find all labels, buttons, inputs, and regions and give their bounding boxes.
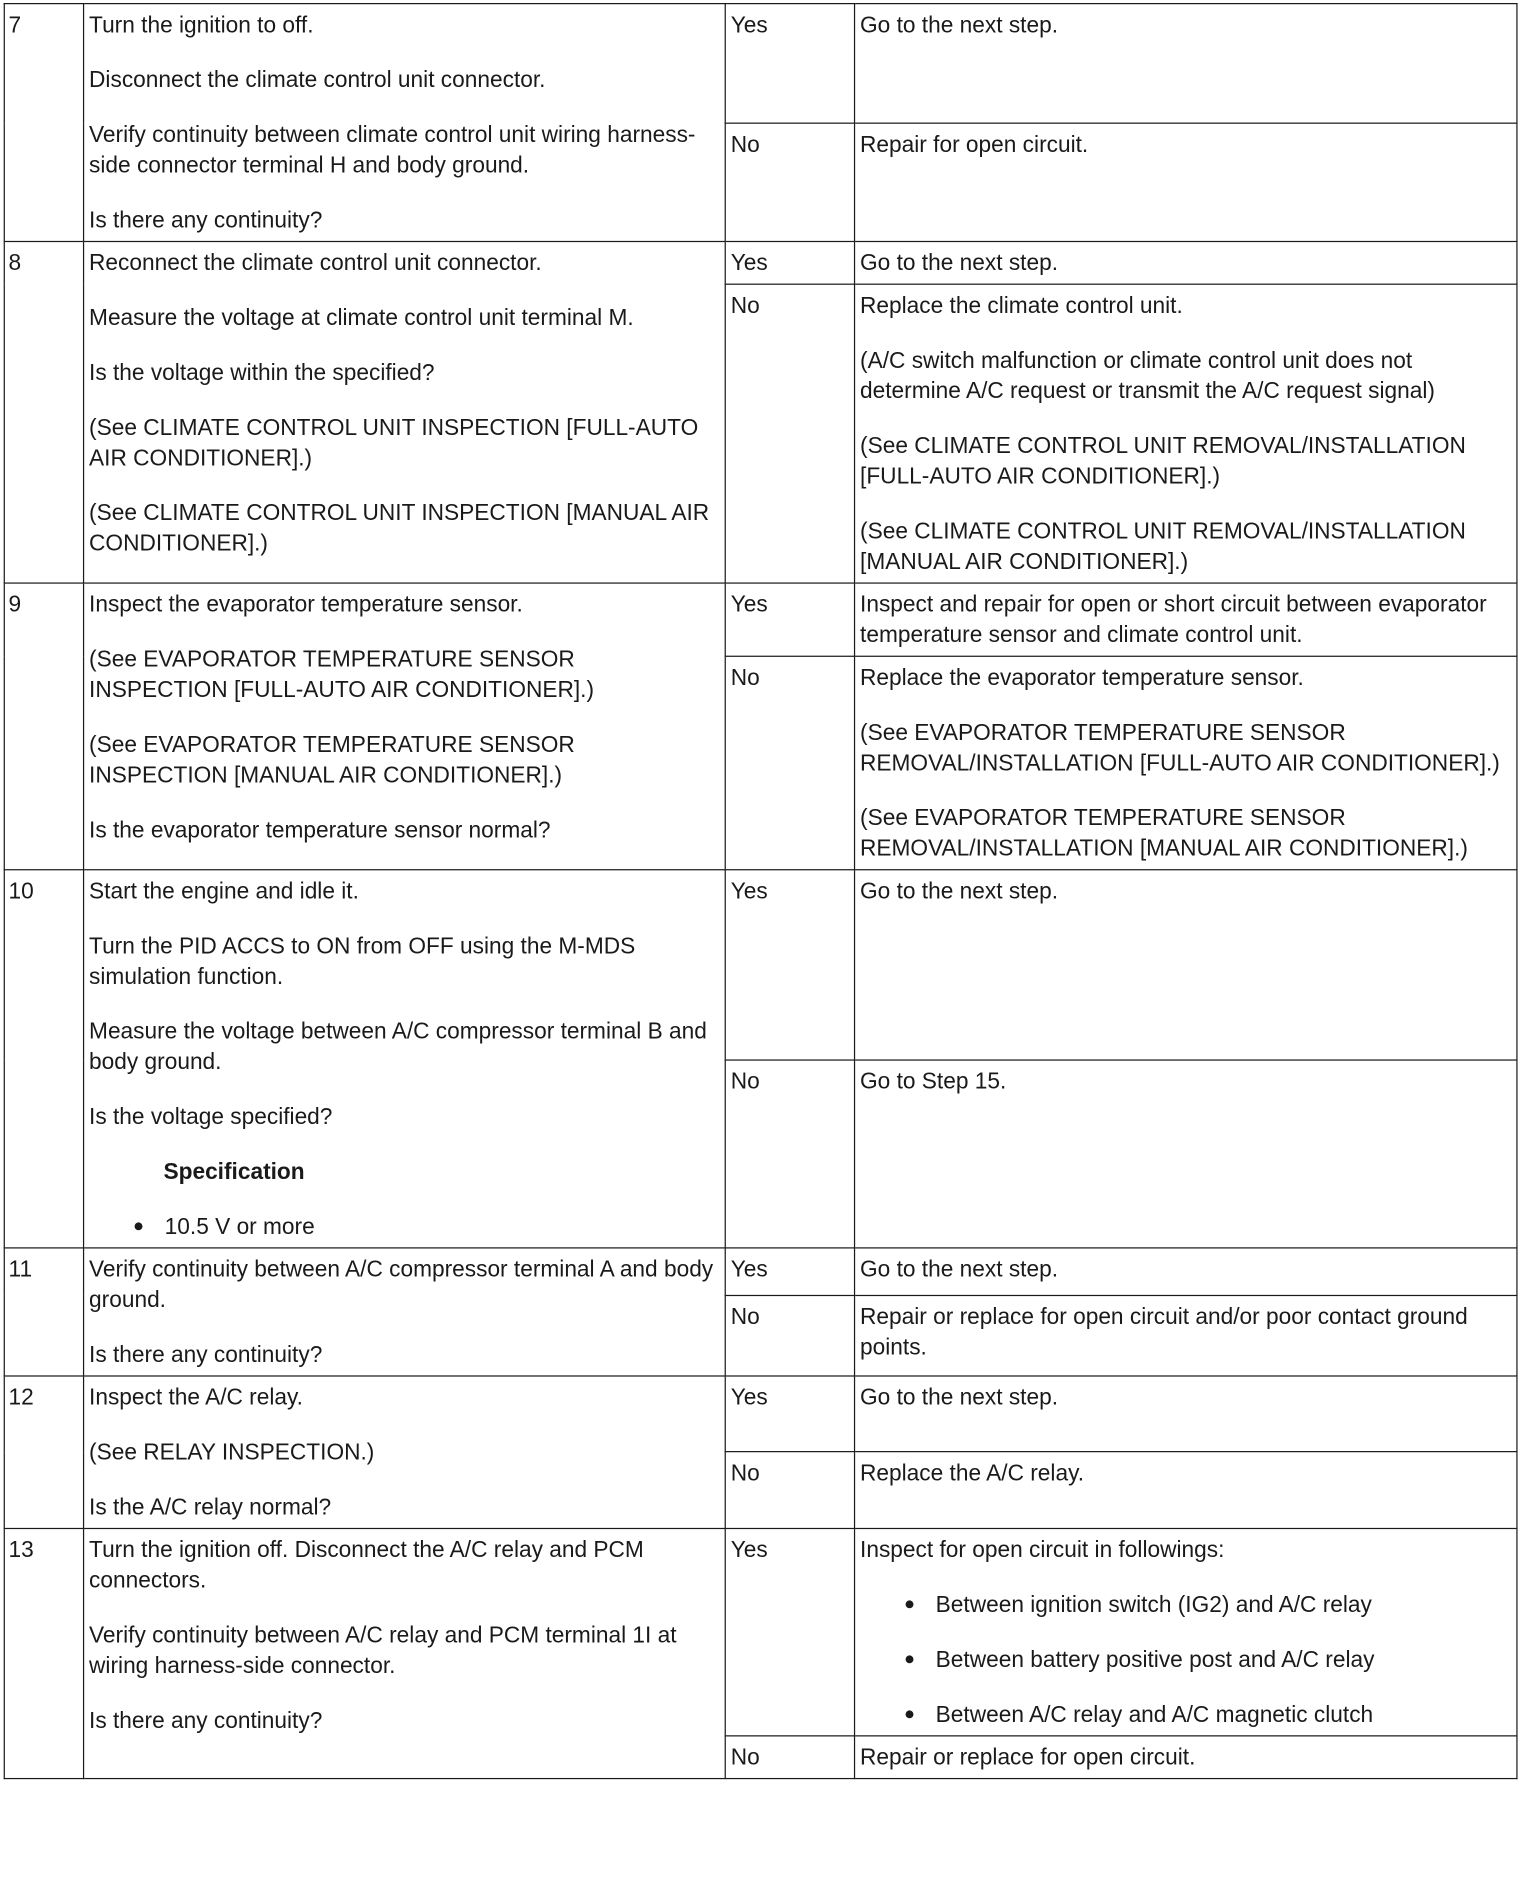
action-text: Inspect the A/C relay. — [89, 1383, 303, 1410]
circuit-list — [860, 1589, 1510, 1729]
list-item: ● Between battery positive post and A/C relay — [860, 1644, 1510, 1674]
specification-heading: Specification — [163, 1158, 305, 1184]
table-row — [4, 1528, 1517, 1735]
no-result — [855, 1060, 1517, 1248]
step-number: 9 — [4, 583, 83, 870]
action-cell — [84, 241, 726, 583]
no-result — [855, 284, 1517, 583]
step-number: 10 — [4, 870, 83, 1248]
table-row — [4, 1376, 1517, 1452]
no-label: No — [725, 656, 854, 869]
action-text: Turn the ignition off. Disconnect the A/C relay and PCM connectors. — [89, 1536, 644, 1593]
result-text: Replace the climate control unit. — [860, 292, 1183, 318]
table-row — [4, 1248, 1517, 1295]
result-text: Replace the evaporator temperature sensor. — [860, 664, 1304, 690]
action-cell — [84, 1528, 726, 1778]
result-text: Go to the next step. — [860, 1383, 1058, 1410]
action-question: Is there any continuity? — [89, 1707, 323, 1733]
result-text: Go to the next step. — [860, 11, 1058, 38]
result-note: (A/C switch malfunction or climate control unit does not determine A/C request or transmit the A/C request signal) — [860, 347, 1435, 404]
yes-result — [855, 241, 1517, 284]
yes-result — [855, 870, 1517, 1060]
step-number: 13 — [4, 1528, 83, 1778]
no-result — [855, 656, 1517, 869]
step-number: 8 — [4, 241, 83, 583]
table-row — [4, 4, 1517, 124]
reference-text: (See EVAPORATOR TEMPERATURE SENSOR REMOVAL/INSTALLATION [FULL-AUTO AIR CONDITIONER].) — [860, 719, 1500, 776]
result-text: Inspect and repair for open or short circuit between evaporator temperature sensor and climate control unit. — [860, 590, 1487, 648]
reference-text: (See EVAPORATOR TEMPERATURE SENSOR INSPECTION [FULL-AUTO AIR CONDITIONER].) — [89, 645, 595, 703]
reference-text: (See CLIMATE CONTROL UNIT REMOVAL/INSTALLATION [MANUAL AIR CONDITIONER].) — [860, 517, 1466, 574]
no-result — [855, 1736, 1517, 1779]
no-label: No — [725, 1295, 854, 1376]
yes-label: Yes — [725, 870, 854, 1060]
yes-label: Yes — [725, 241, 854, 284]
no-label: No — [725, 1736, 854, 1779]
yes-label: Yes — [725, 1248, 854, 1295]
yes-result — [855, 1248, 1517, 1295]
result-text: Inspect for open circuit in followings: — [860, 1536, 1225, 1563]
action-cell — [84, 1248, 726, 1376]
action-question: Is the voltage within the specified? — [89, 359, 435, 385]
action-question: Is the voltage specified? — [89, 1103, 333, 1129]
specification-item: ● 10.5 V or more — [89, 1211, 718, 1241]
reference-text: (See EVAPORATOR TEMPERATURE SENSOR INSPECTION [MANUAL AIR CONDITIONER].) — [89, 731, 575, 788]
table-row — [4, 241, 1517, 284]
action-text: Verify continuity between A/C relay and PCM terminal 1I at wiring harness-side connector. — [89, 1621, 677, 1678]
reference-text: (See CLIMATE CONTROL UNIT REMOVAL/INSTALLATION [FULL-AUTO AIR CONDITIONER].) — [860, 432, 1466, 489]
action-text: Verify continuity between A/C compressor terminal A and body ground. — [89, 1255, 714, 1312]
result-text: Go to Step 15. — [860, 1067, 1007, 1094]
action-text: Turn the ignition to off. — [89, 11, 314, 38]
action-text: Turn the PID ACCS to ON from OFF using the M-MDS simulation function. — [89, 932, 636, 989]
action-cell — [84, 583, 726, 870]
yes-result — [855, 1528, 1517, 1735]
no-result — [855, 1452, 1517, 1529]
action-text: Start the engine and idle it. — [89, 877, 359, 904]
result-text: Go to the next step. — [860, 1255, 1058, 1282]
step-number: 7 — [4, 4, 83, 242]
no-label: No — [725, 1060, 854, 1248]
action-text: Measure the voltage at climate control unit terminal M. — [89, 304, 634, 330]
action-question: Is the evaporator temperature sensor normal? — [89, 816, 551, 843]
action-cell — [84, 1376, 726, 1528]
yes-result — [855, 4, 1517, 124]
yes-label: Yes — [725, 1376, 854, 1452]
yes-result — [855, 1376, 1517, 1452]
list-item: ● Between ignition switch (IG2) and A/C relay — [860, 1589, 1510, 1619]
specification-list — [89, 1211, 718, 1241]
action-text: Inspect the evaporator temperature sensor. — [89, 590, 523, 617]
yes-label: Yes — [725, 1528, 854, 1735]
action-question: Is there any continuity? — [89, 206, 323, 233]
no-label: No — [725, 1452, 854, 1529]
step-number: 12 — [4, 1376, 83, 1528]
no-label: No — [725, 284, 854, 583]
result-text: Go to the next step. — [860, 877, 1058, 904]
action-text: Reconnect the climate control unit connector. — [89, 249, 542, 276]
result-text: Repair or replace for open circuit. — [860, 1743, 1196, 1770]
diagnostic-procedure-table — [4, 3, 1518, 1779]
reference-text: (See CLIMATE CONTROL UNIT INSPECTION [MANUAL AIR CONDITIONER].) — [89, 499, 710, 556]
action-text: Verify continuity between climate control unit wiring harness-side connector terminal H and body ground. — [89, 121, 696, 178]
no-result — [855, 1295, 1517, 1376]
step-number: 11 — [4, 1248, 83, 1376]
result-text: Repair for open circuit. — [860, 131, 1089, 157]
reference-text: (See CLIMATE CONTROL UNIT INSPECTION [FULL-AUTO AIR CONDITIONER].) — [89, 414, 699, 471]
no-result — [855, 123, 1517, 241]
action-text: Disconnect the climate control unit connector. — [89, 66, 546, 93]
no-label: No — [725, 123, 854, 241]
reference-text: (See RELAY INSPECTION.) — [89, 1438, 375, 1465]
table-row — [4, 583, 1517, 656]
yes-label: Yes — [725, 4, 854, 124]
action-question: Is there any continuity? — [89, 1341, 323, 1367]
table-row — [4, 870, 1517, 1060]
action-text: Measure the voltage between A/C compressor terminal B and body ground. — [89, 1017, 707, 1075]
reference-text: (See EVAPORATOR TEMPERATURE SENSOR REMOVAL/INSTALLATION [MANUAL AIR CONDITIONER].) — [860, 804, 1468, 861]
action-cell — [84, 4, 726, 242]
list-item: ● Between A/C relay and A/C magnetic clutch — [860, 1699, 1510, 1729]
result-text: Replace the A/C relay. — [860, 1459, 1085, 1486]
action-cell — [84, 870, 726, 1248]
result-text: Repair or replace for open circuit and/or poor contact ground points. — [860, 1303, 1468, 1360]
yes-label: Yes — [725, 583, 854, 656]
result-text: Go to the next step. — [860, 249, 1058, 276]
action-question: Is the A/C relay normal? — [89, 1493, 332, 1520]
yes-result — [855, 583, 1517, 656]
